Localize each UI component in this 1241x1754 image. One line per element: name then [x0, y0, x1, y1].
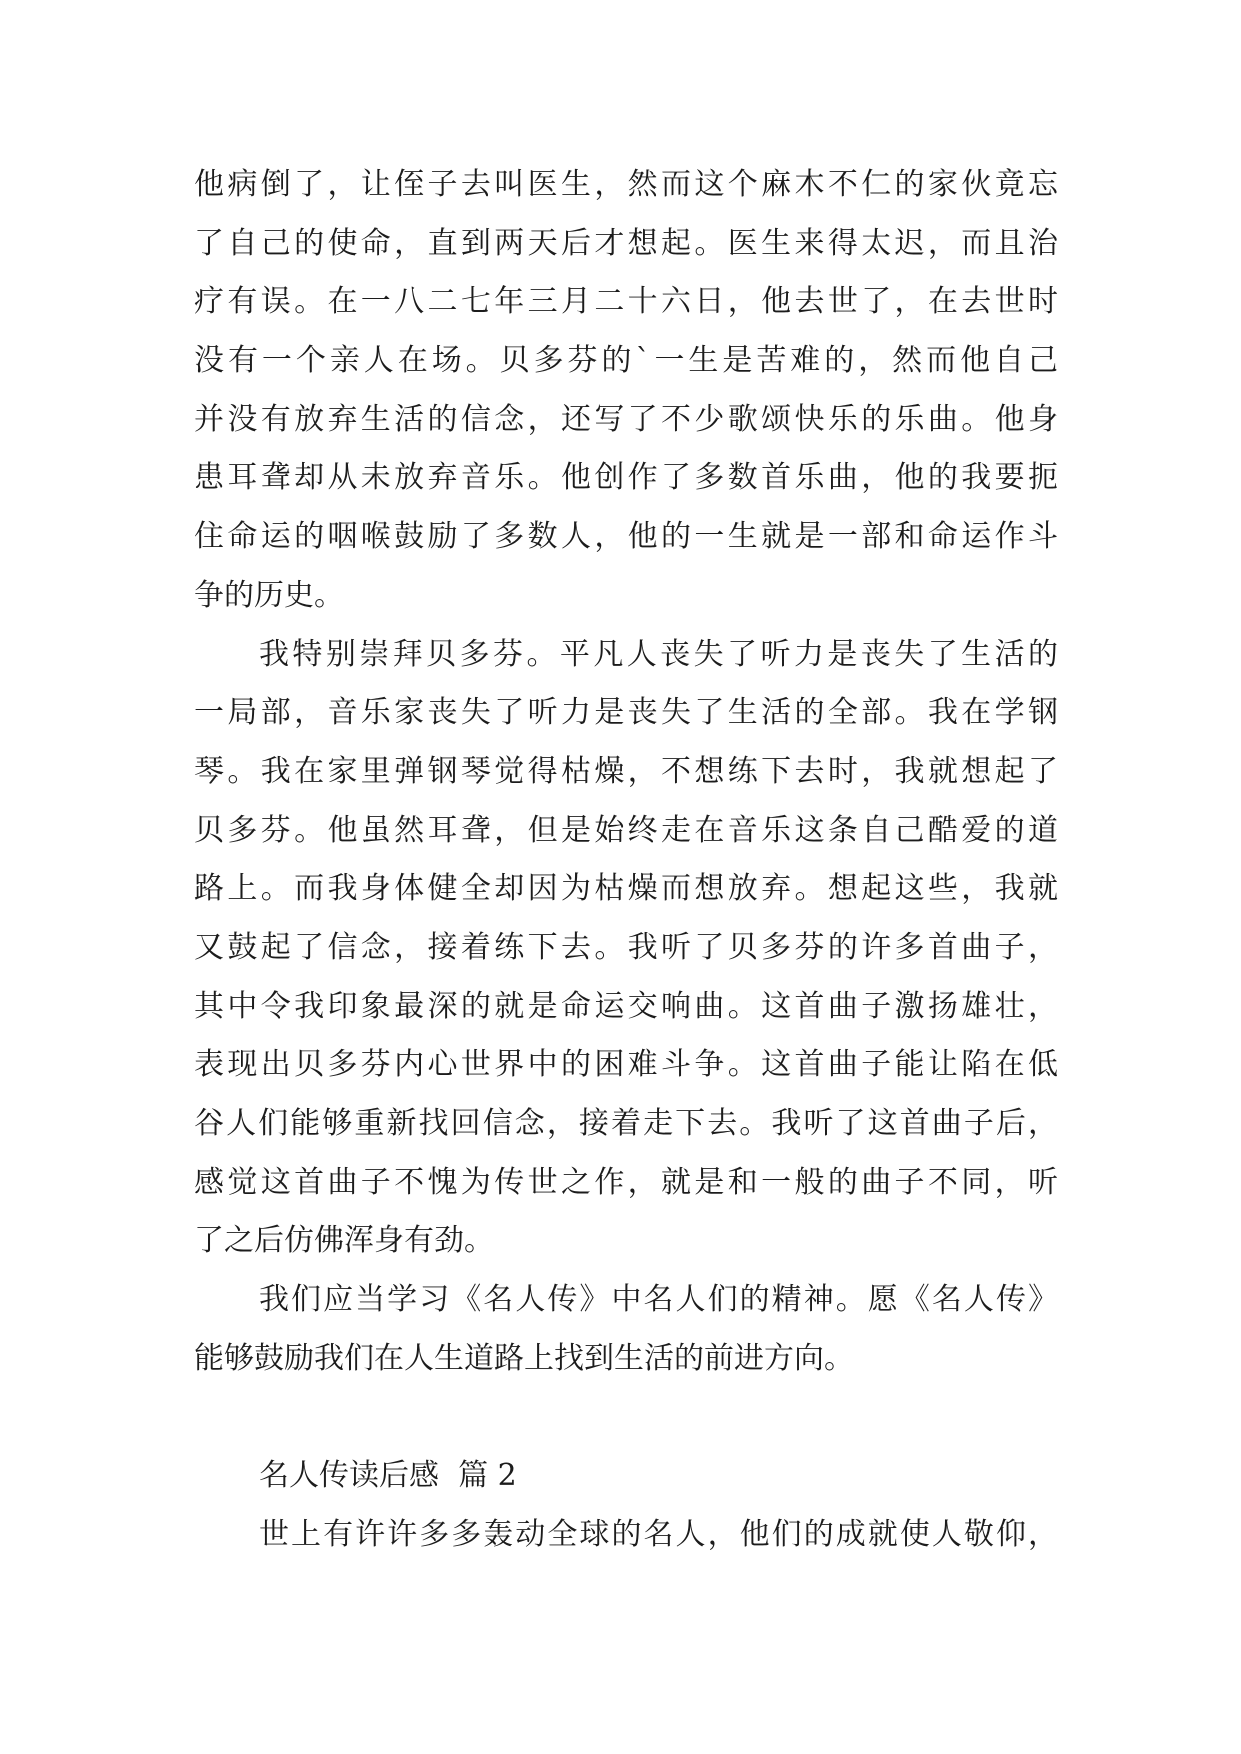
paragraph-spacer — [194, 1388, 1058, 1447]
section-heading: 名人传读后感 篇 2 — [259, 1458, 517, 1494]
text-line: 路上。而我身体健全却因为枯燥而想放弃。想起这些，我就 — [194, 871, 1058, 907]
paragraph-conclusion — [194, 1271, 1058, 1388]
text-line: 感觉这首曲子不愧为传世之作，就是和一般的曲子不同，听 — [194, 1164, 1058, 1200]
text-line: 能够鼓励我们在人生道路上找到生活的前进方向。 — [194, 1340, 854, 1376]
text-line: 其中令我印象最深的就是命运交响曲。这首曲子激扬雄壮， — [194, 988, 1058, 1024]
text-line: 表现出贝多芬内心世界中的困难斗争。这首曲子能让陷在低 — [194, 1047, 1058, 1083]
text-line: 我特别崇拜贝多芬。平凡人丧失了听力是丧失了生活的 — [259, 636, 1058, 672]
text-line: 又鼓起了信念，接着练下去。我听了贝多芬的许多首曲子， — [194, 929, 1058, 965]
paragraph-beethoven — [194, 626, 1058, 1272]
text-line: 争的历史。 — [194, 577, 344, 613]
text-line: 没有一个亲人在场。贝多芬的`一生是苦难的，然而他自己 — [194, 343, 1058, 379]
text-line: 谷人们能够重新找回信念，接着走下去。我听了这首曲子后， — [194, 1106, 1058, 1141]
text-line: 患耳聋却从未放弃音乐。他创作了多数首乐曲，他的我要扼 — [194, 460, 1058, 496]
body-text — [194, 156, 1058, 1565]
section-2 — [194, 1447, 1058, 1564]
text-line: 了自己的使命，直到两天后才想起。医生来得太迟，而且治 — [194, 225, 1058, 261]
text-line: 琴。我在家里弹钢琴觉得枯燥，不想练下去时，我就想起了 — [194, 753, 1058, 789]
text-line: 我们应当学习《名人传》中名人们的精神。愿《名人传》 — [259, 1282, 1058, 1318]
text-line: 并没有放弃生活的信念，还写了不少歌颂快乐的乐曲。他身 — [194, 401, 1058, 437]
text-line: 了之后仿佛浑身有劲。 — [194, 1223, 494, 1259]
text-line: 贝多芬。他虽然耳聋，但是始终走在音乐这条自己酷爱的道 — [194, 812, 1058, 848]
paragraph-continued — [194, 156, 1058, 626]
text-line: 疗有误。在一八二七年三月二十六日，他去世了，在去世时 — [194, 284, 1058, 320]
text-line: 一局部，音乐家丧失了听力是丧失了生活的全部。我在学钢 — [194, 695, 1058, 731]
text-line: 世上有许许多多轰动全球的名人，他们的成就使人敬仰， — [259, 1516, 1058, 1552]
text-line: 他病倒了，让侄子去叫医生，然而这个麻木不仁的家伙竟忘 — [194, 167, 1058, 202]
text-line: 住命运的咽喉鼓励了多数人，他的一生就是一部和命运作斗 — [194, 519, 1058, 555]
